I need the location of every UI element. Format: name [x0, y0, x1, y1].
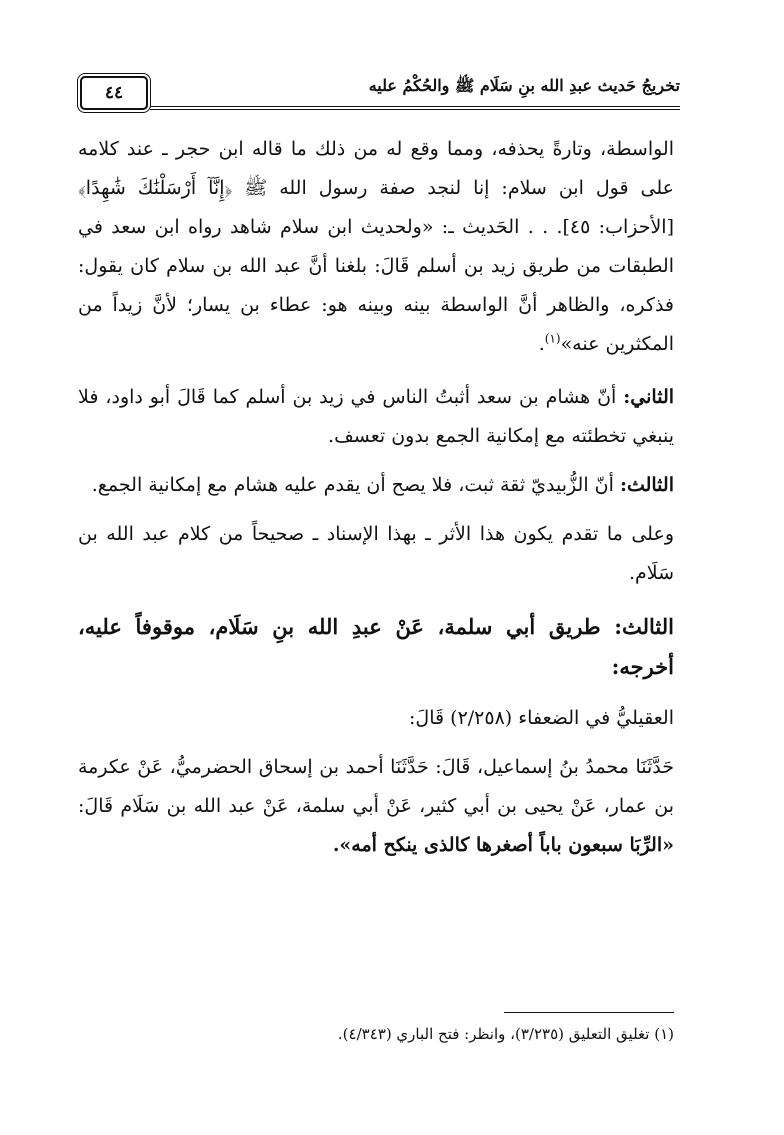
paragraph-3-text: أنّ الزُّبيديّ ثقة ثبت، فلا يصح أن يقدم عليه هشام مع إمكانية الجمع.: [91, 474, 614, 496]
hadith-quote: «الرِّبَا سبعون باباً أصغرها كالذى ينكح أمه».: [332, 834, 674, 856]
paragraph-6: [78, 748, 674, 865]
section-heading: الثالث: طريق أبي سلمة، عَنْ عبدِ الله بنِ سَلَام، موقوفاً عليه، أخرجه:: [78, 614, 674, 679]
paragraph-2-text: أنّ هشام بن سعد أثبتُ الناس في زيد بن أسلم كما قَالَ أبو داود، فلا ينبغي تخطئته مع إمكانية الجمع بدون تعسف.: [78, 386, 674, 447]
paragraph-2-label: الثاني:: [623, 386, 675, 408]
paragraph-4: وعلى ما تقدم يكون هذا الأثر ـ بهذا الإسناد ـ صحيحاً من كلام عبد الله بن سَلَام.: [78, 523, 674, 584]
page-number: ٤٤: [80, 76, 148, 110]
footnote: (١) تغليق التعليق (٣/٢٣٥)، وانظر: فتح الباري (٤/٣٤٣).: [337, 1025, 674, 1043]
page-header: [80, 74, 680, 120]
running-title: تخريجُ حَديث عبدِ الله بنِ سَلَام ﷺ والحُكْمُ عليه: [368, 76, 680, 95]
paragraph-2: [78, 378, 674, 456]
paragraph-1-text: الواسطة، وتارةً يحذفه، ومما وقع له من ذلك ما قاله ابن حجر ـ عند كلامه على قول ابن سلام: إنا لنجد صفة رسول الله ﷺ ﴿إِنَّآ أَرْسَلْنَٰكَ شَٰهِدًا﴾ [الأحزاب: ٤٥]. . . الحَديث ـ: «ولحديث ابن سلام شاهد رواه ابن سعد في الطبقات من طريق زيد بن أسلم قَالَ: بلغنا أنَّ عبد الله بن سلام كان يقول: فذكره، والظاهر أنَّ الواسطة بينه وبينه هو: عطاء بن يسار؛ لأنَّ زيداً من المكثرين عنه»: [78, 138, 674, 355]
footnote-ref: (١): [544, 331, 561, 346]
footnote-rule: [504, 1012, 674, 1013]
header-rule: [150, 106, 680, 110]
paragraph-3-label: الثالث:: [619, 474, 674, 496]
paragraph-6-text: حَدَّثَنَا محمدُ بنُ إسماعيل، قَالَ: حَدَّثَنَا أحمد بن إسحاق الحضرميُّ، عَنْ عكرمة بن عمار، عَنْ يحيى بن أبي كثير، عَنْ أبي سلمة، عَنْ عبد الله بن سَلَام قَالَ:: [78, 756, 674, 817]
main-text: [78, 130, 674, 879]
paragraph-5: العقيليُّ في الضعفاء (٢/٢٥٨) قَالَ:: [409, 707, 674, 729]
paragraph-1: الواسطة، وتارةً يحذفه، ومما وقع له من ذلك ما قاله ابن حجر ـ عند كلامه على قول ابن سلام: إنا لنجد صفة رسول الله ﷺ ﴿إِنَّآ أَرْسَلْنَٰكَ شَٰهِدًا﴾ [الأحزاب: ٤٥]. . . الحَديث ـ: «ولحديث ابن سلام شاهد رواه ابن سعد في الطبقات من طريق زيد بن أسلم قَالَ: بلغنا أنَّ عبد الله بن سلام كان يقول: فذكره، والظاهر أنَّ الواسطة بينه وبينه هو: عطاء بن يسار؛ لأنَّ زيداً من المكثرين عنه»$^{(١)}$.: [78, 138, 674, 355]
paragraph-3: [78, 466, 674, 505]
